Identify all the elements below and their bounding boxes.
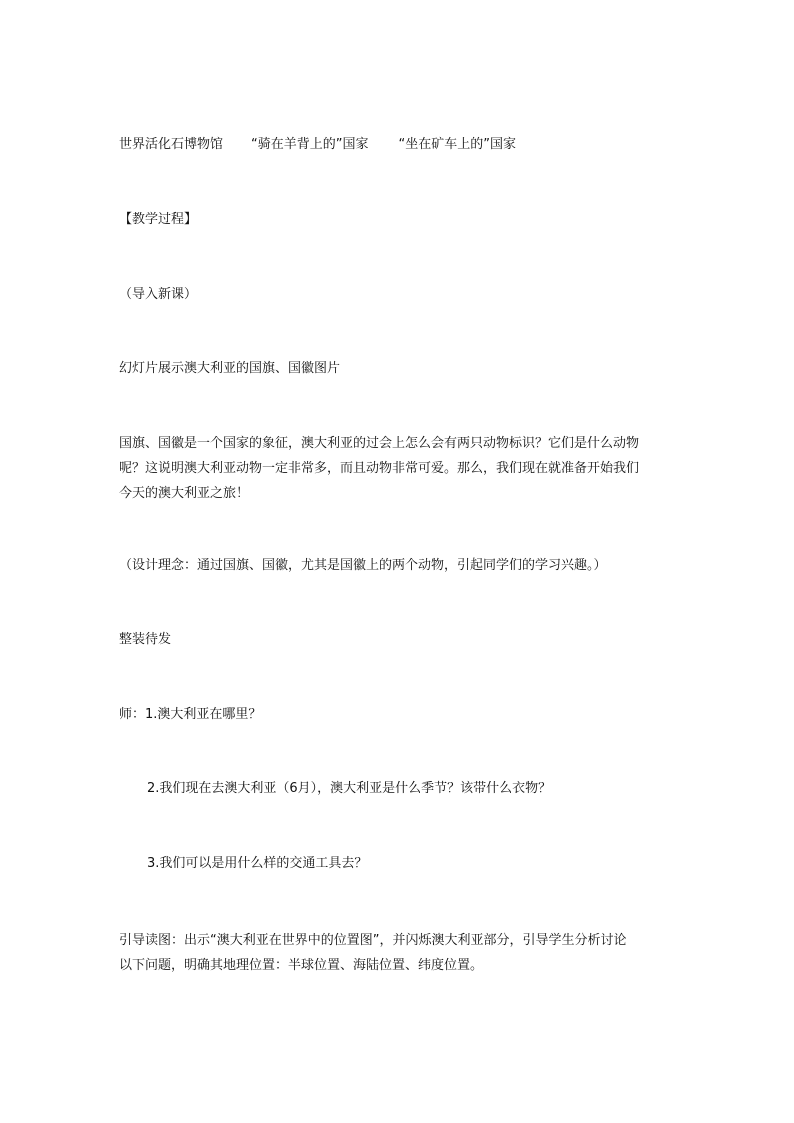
slide-text: 幻灯片展示澳大利亚的国旗、国徽图片 [119, 361, 341, 376]
question-2: 2.我们现在去澳大利亚（6月），澳大利亚是什么季节？该带什么衣物？ [147, 781, 552, 796]
header-item-mine-country: “坐在矿车上的”国家 [398, 137, 516, 152]
guide-line: 以下问题，明确其地理位置：半球位置、海陆位置、纬度位置。 [119, 958, 484, 973]
guide-line: 引导读图：出示“澳大利亚在世界中的位置图”，并闪烁澳大利亚部分，引导学生分析讨论 [119, 933, 627, 948]
question-1: 师：1.澳大利亚在哪里？ [119, 707, 262, 722]
intro-label: （导入新课） [119, 287, 198, 302]
section-heading: 【教学过程】 [119, 212, 198, 227]
prepare-heading: 整装待发 [119, 632, 172, 647]
paragraph-line: 呢？这说明澳大利亚动物一定非常多，而且动物非常可爱。那么，我们现在就准备开始我们 [119, 461, 640, 476]
paragraph-line: 国旗、国徽是一个国家的象征，澳大利亚的过会上怎么会有两只动物标识？它们是什么动物 [119, 436, 640, 451]
design-note: （设计理念：通过国旗、国徽，尤其是国徽上的两个动物，引起同学们的学习兴趣。） [119, 558, 607, 573]
guide-paragraph [119, 928, 679, 978]
paragraph-line: 今天的澳大利亚之旅！ [119, 486, 250, 501]
question-3: 3.我们可以是用什么样的交通工具去？ [147, 856, 368, 871]
header-item-sheep-country: “骑在羊背上的”国家 [251, 137, 369, 152]
header-item-museum: 世界活化石博物馆 [119, 137, 224, 152]
paragraph-flag-emblem [119, 431, 679, 506]
header-line [119, 135, 516, 155]
